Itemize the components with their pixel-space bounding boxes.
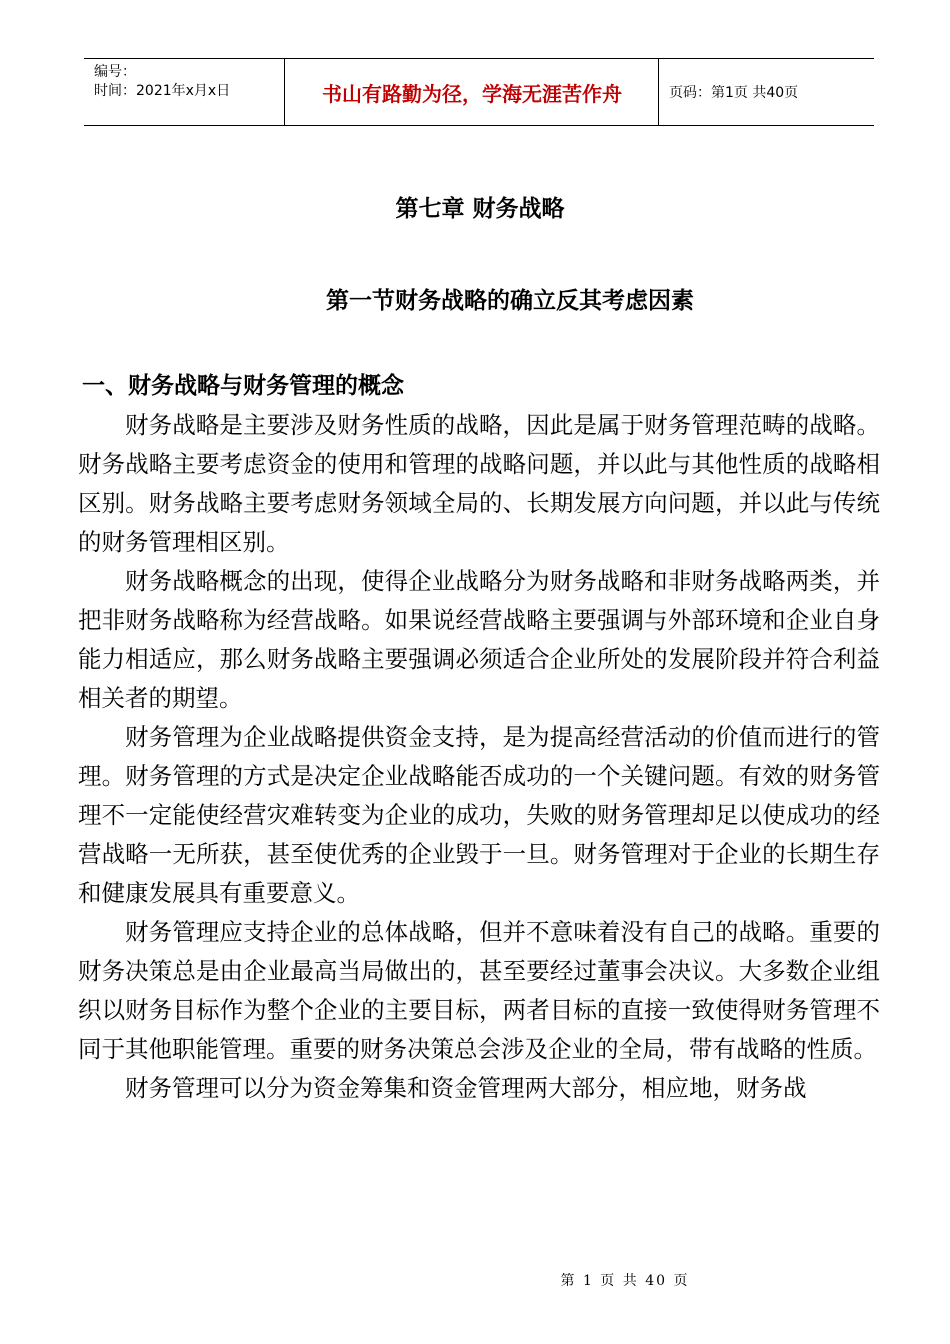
- paragraph: 财务管理可以分为资金筹集和资金管理两大部分，相应地，财务战: [125, 1074, 807, 1102]
- paragraph: 财务管理为企业战略提供资金支持，是为提高经营活动的价值而进行的管理。财务管理的方式是决定企业战略能否成功的一个关键问题。有效的财务管理不一定能使经营灾难转变为企业的成功，失败的财务管理却足以使成功的经营战略一无所获，甚至使优秀的企业毁于一旦。财务管理对于企业的长期生存和健康发展具有重要意义。: [78, 723, 880, 907]
- body-text: [78, 406, 880, 1108]
- chapter-title: 第七章 财务战略: [395, 196, 565, 222]
- header-page-info: 页码：第1页 共40页: [669, 85, 799, 101]
- header-divider-left: [284, 59, 285, 125]
- header-table: [84, 58, 874, 126]
- header-divider-right: [658, 59, 659, 125]
- page-footer: 第 1 页 共 40 页: [560, 1273, 690, 1289]
- paragraph: 财务管理应支持企业的总体战略，但并不意味着没有自己的战略。重要的财务决策总是由企业最高当局做出的，甚至要经过董事会决议。大多数企业组织以财务目标作为整个企业的主要目标，两者目标的直接一致使得财务管理不同于其他职能管理。重要的财务决策总会涉及企业的全局，带有战略的性质。: [78, 918, 880, 1063]
- document-time-label: 时间：2021年x月x日: [94, 83, 231, 99]
- section-title: 第一节财务战略的确立反其考虑因素: [326, 288, 694, 314]
- document-number-label: 编号：: [94, 64, 136, 80]
- paragraph: 财务战略概念的出现，使得企业战略分为财务战略和非财务战略两类，并把非财务战略称为经营战略。如果说经营战略主要强调与外部环境和企业自身能力相适应，那么财务战略主要强调必须适合企业所处的发展阶段并符合利益相关者的期望。: [78, 567, 880, 712]
- header-motto: 书山有路勤为径，学海无涯苦作舟: [322, 81, 622, 106]
- subheading: 一、财务战略与财务管理的概念: [82, 373, 404, 399]
- header-meta: [94, 63, 230, 101]
- paragraph: 财务战略是主要涉及财务性质的战略，因此是属于财务管理范畴的战略。财务战略主要考虑资金的使用和管理的战略问题，并以此与其他性质的战略相区别。财务战略主要考虑财务领域全局的、长期发展方向问题，并以此与传统的财务管理相区别。: [78, 411, 880, 556]
